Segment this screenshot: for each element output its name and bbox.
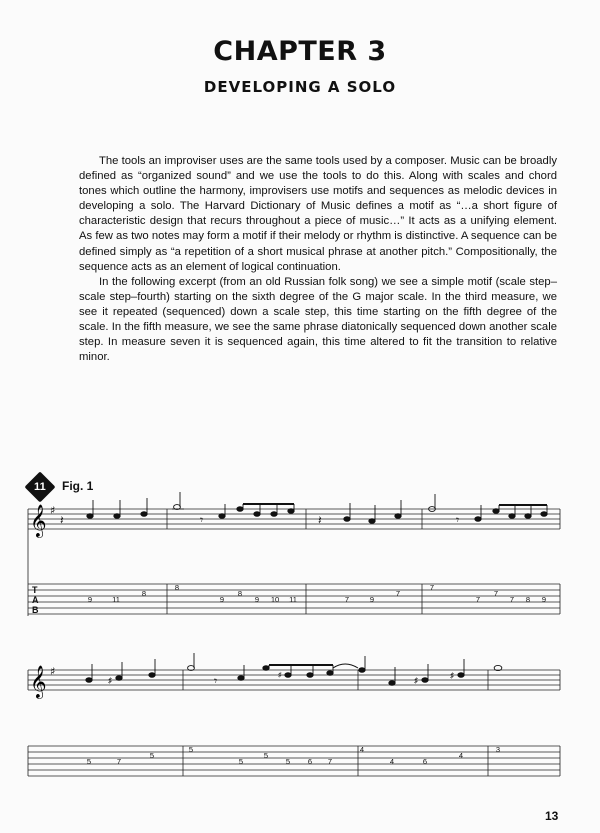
tab-number: 7 <box>493 589 499 598</box>
tab-number: 10 <box>270 595 280 604</box>
track-number: 11 <box>34 480 46 493</box>
key-signature-2: ♯ <box>50 665 56 678</box>
svg-text:♯: ♯ <box>278 672 282 679</box>
svg-text:𝄾: 𝄾 <box>214 674 218 688</box>
tab-number: 3 <box>495 745 501 754</box>
tab-staff-2 <box>28 746 560 776</box>
tab-number: 9 <box>219 595 225 604</box>
chapter-heading: CHAPTER 3 <box>213 36 387 67</box>
tab-letter-t: T <box>32 585 38 595</box>
svg-text:♯: ♯ <box>108 676 112 685</box>
tab-number: 9 <box>87 595 93 604</box>
tab-number: 5 <box>188 745 194 754</box>
paragraph-1: The tools an improviser uses are the same tools used by a composer. Music can be broadly defined as “organized sound” and we use the tools to do this. Along with scales and chord tones which outline the harmony, improvisers use motifs and sequences as melodic devices in developing a solo. The Harvard Dictionary of Music defines a motif as “…a short figure of characteristic design that recurs throughout a piece of music…” It acts as a unifying element. As few as two notes may form a motif if their melody or rhythm is distinctive. A sequence can be defined simply as “a repetition of a short musical phrase at another pitch.” Compositionally, the sequence acts as an element of logical continuation. <box>79 155 557 273</box>
key-signature: ♯ <box>50 504 56 517</box>
tab-number: 9 <box>369 595 375 604</box>
svg-text:𝄾: 𝄾 <box>456 513 460 527</box>
tab-number: 5 <box>285 757 291 766</box>
paragraph-2: In the following excerpt (from an old Russian folk song) we see a simple motif (scale step–scale step–fourth) starting on the sixth degree of the G major scale. In the third measure, we see it repeated (sequenced) down a scale step, this time starting on the fifth degree of the scale. In the fifth measure, we see the same phrase diatonically sequenced down another scale step. In measure seven it is sequenced again, this time altered to fit the transition to relative minor. <box>79 275 557 364</box>
tab-number: 7 <box>116 757 122 766</box>
tab-number: 7 <box>344 595 350 604</box>
tab-number: 8 <box>141 589 147 598</box>
svg-text:♯: ♯ <box>450 671 454 680</box>
tab-number: 7 <box>327 757 333 766</box>
tab-number: 11 <box>112 595 120 604</box>
tab-number: 9 <box>541 595 547 604</box>
tab-letter-a: A <box>32 595 39 605</box>
svg-text:♯: ♯ <box>414 676 418 685</box>
svg-text:𝄽: 𝄽 <box>318 513 322 527</box>
tab-number: 4 <box>359 745 365 754</box>
tab-number: 5 <box>86 757 92 766</box>
tab-number: 5 <box>149 751 155 760</box>
tab-number: 8 <box>525 595 531 604</box>
tab-number: 5 <box>238 757 244 766</box>
notes-system-2 <box>86 653 502 688</box>
chapter-title: DEVELOPING A SOLO <box>203 78 397 96</box>
tab-number: 11 <box>289 595 297 604</box>
tab-number: 6 <box>422 757 428 766</box>
tab-number: 6 <box>307 757 313 766</box>
tab-number: 7 <box>475 595 481 604</box>
svg-text:𝄾: 𝄾 <box>200 513 204 527</box>
treble-clef: 𝄞 <box>30 504 47 537</box>
tab-number: 7 <box>395 589 401 598</box>
tab-clef-1 <box>32 585 39 615</box>
tab-number: 7 <box>509 595 515 604</box>
notes-system-1 <box>60 492 547 527</box>
tab-number: 8 <box>174 583 180 592</box>
tab-letter-b: B <box>32 605 39 615</box>
treble-clef-2: 𝄞 <box>30 665 47 698</box>
svg-text:𝄽: 𝄽 <box>60 513 64 527</box>
tab-number: 7 <box>429 583 435 592</box>
tab-number: 4 <box>458 751 464 760</box>
tab-numbers-system-1 <box>88 583 546 604</box>
tab-number: 8 <box>237 589 243 598</box>
tab-numbers-system-2 <box>87 745 500 766</box>
figure-label: Fig. 1 <box>62 479 94 493</box>
tab-number: 4 <box>389 757 395 766</box>
page-number: 13 <box>545 809 559 823</box>
tab-number: 9 <box>254 595 260 604</box>
tab-number: 5 <box>263 751 269 760</box>
